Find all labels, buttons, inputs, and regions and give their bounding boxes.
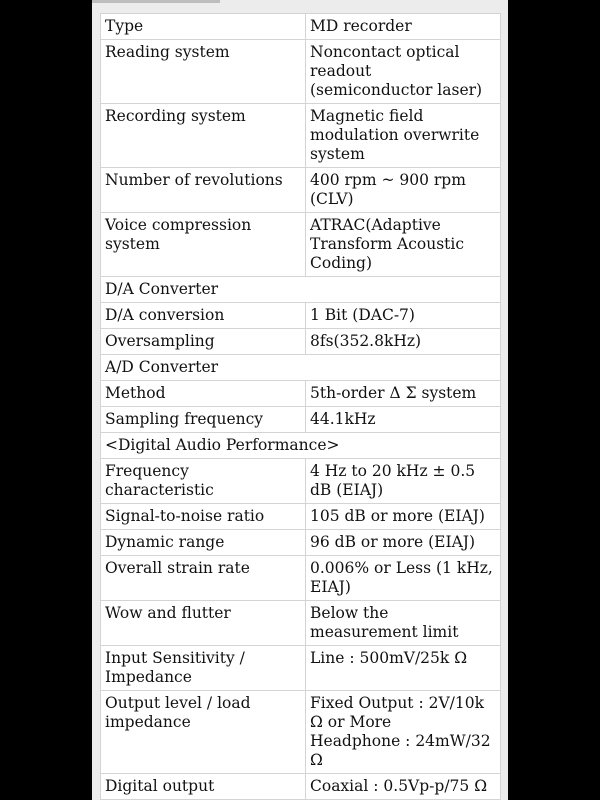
row-value: 0.006% or Less (1 kHz, EIAJ) bbox=[306, 556, 501, 601]
table-row bbox=[101, 168, 501, 213]
table-row bbox=[101, 381, 501, 407]
table-row bbox=[101, 303, 501, 329]
row-label: Oversampling bbox=[101, 329, 306, 355]
row-value: Coaxial : 0.5Vp-p/75 Ω bbox=[306, 774, 501, 800]
table-row bbox=[101, 601, 501, 646]
row-label: Recording system bbox=[101, 104, 306, 168]
row-label: Frequency characteristic bbox=[101, 459, 306, 504]
table-row bbox=[101, 104, 501, 168]
table-row bbox=[101, 459, 501, 504]
section-row bbox=[101, 355, 501, 381]
row-label: Output level / load impedance bbox=[101, 691, 306, 774]
table-row bbox=[101, 407, 501, 433]
row-label: Input Sensitivity / Impedance bbox=[101, 646, 306, 691]
row-label: Type bbox=[101, 14, 306, 40]
table-row bbox=[101, 14, 501, 40]
section-heading: <Digital Audio Performance> bbox=[101, 433, 501, 459]
row-value: ATRAC(Adaptive Transform Acoustic Coding) bbox=[306, 213, 501, 277]
table-row bbox=[101, 556, 501, 601]
row-value: Noncontact optical readout (semiconductor laser) bbox=[306, 40, 501, 104]
section-heading: A/D Converter bbox=[101, 355, 501, 381]
row-label: Signal-to-noise ratio bbox=[101, 504, 306, 530]
row-value: 96 dB or more (EIAJ) bbox=[306, 530, 501, 556]
row-label: Digital output bbox=[101, 774, 306, 800]
row-value: MD recorder bbox=[306, 14, 501, 40]
row-label: Voice compression system bbox=[101, 213, 306, 277]
row-value: 44.1kHz bbox=[306, 407, 501, 433]
row-value: Below the measurement limit bbox=[306, 601, 501, 646]
row-label: Wow and flutter bbox=[101, 601, 306, 646]
row-value: Magnetic field modulation overwrite system bbox=[306, 104, 501, 168]
row-value: 8fs(352.8kHz) bbox=[306, 329, 501, 355]
section-heading: D/A Converter bbox=[101, 277, 501, 303]
row-value: 4 Hz to 20 kHz ± 0.5 dB (EIAJ) bbox=[306, 459, 501, 504]
table-row bbox=[101, 646, 501, 691]
table-row bbox=[101, 213, 501, 277]
row-label: Dynamic range bbox=[101, 530, 306, 556]
table-row bbox=[101, 504, 501, 530]
row-label: D/A conversion bbox=[101, 303, 306, 329]
table-row bbox=[101, 329, 501, 355]
section-row bbox=[101, 277, 501, 303]
row-label: Sampling frequency bbox=[101, 407, 306, 433]
table-row bbox=[101, 530, 501, 556]
top-scroll-indicator bbox=[92, 0, 220, 3]
section-row bbox=[101, 433, 501, 459]
row-label: Method bbox=[101, 381, 306, 407]
row-label: Overall strain rate bbox=[101, 556, 306, 601]
row-label: Reading system bbox=[101, 40, 306, 104]
row-label: Number of revolutions bbox=[101, 168, 306, 213]
spec-table bbox=[100, 13, 501, 800]
row-value: 5th-order Δ Σ system bbox=[306, 381, 501, 407]
row-value: Fixed Output : 2V/10k Ω or More Headphone : 24mW/32 Ω bbox=[306, 691, 501, 774]
row-value: 105 dB or more (EIAJ) bbox=[306, 504, 501, 530]
table-row bbox=[101, 691, 501, 774]
row-value: 400 rpm ~ 900 rpm (CLV) bbox=[306, 168, 501, 213]
row-value: Line : 500mV/25k Ω bbox=[306, 646, 501, 691]
row-value: 1 Bit (DAC-7) bbox=[306, 303, 501, 329]
table-row bbox=[101, 774, 501, 800]
table-row bbox=[101, 40, 501, 104]
